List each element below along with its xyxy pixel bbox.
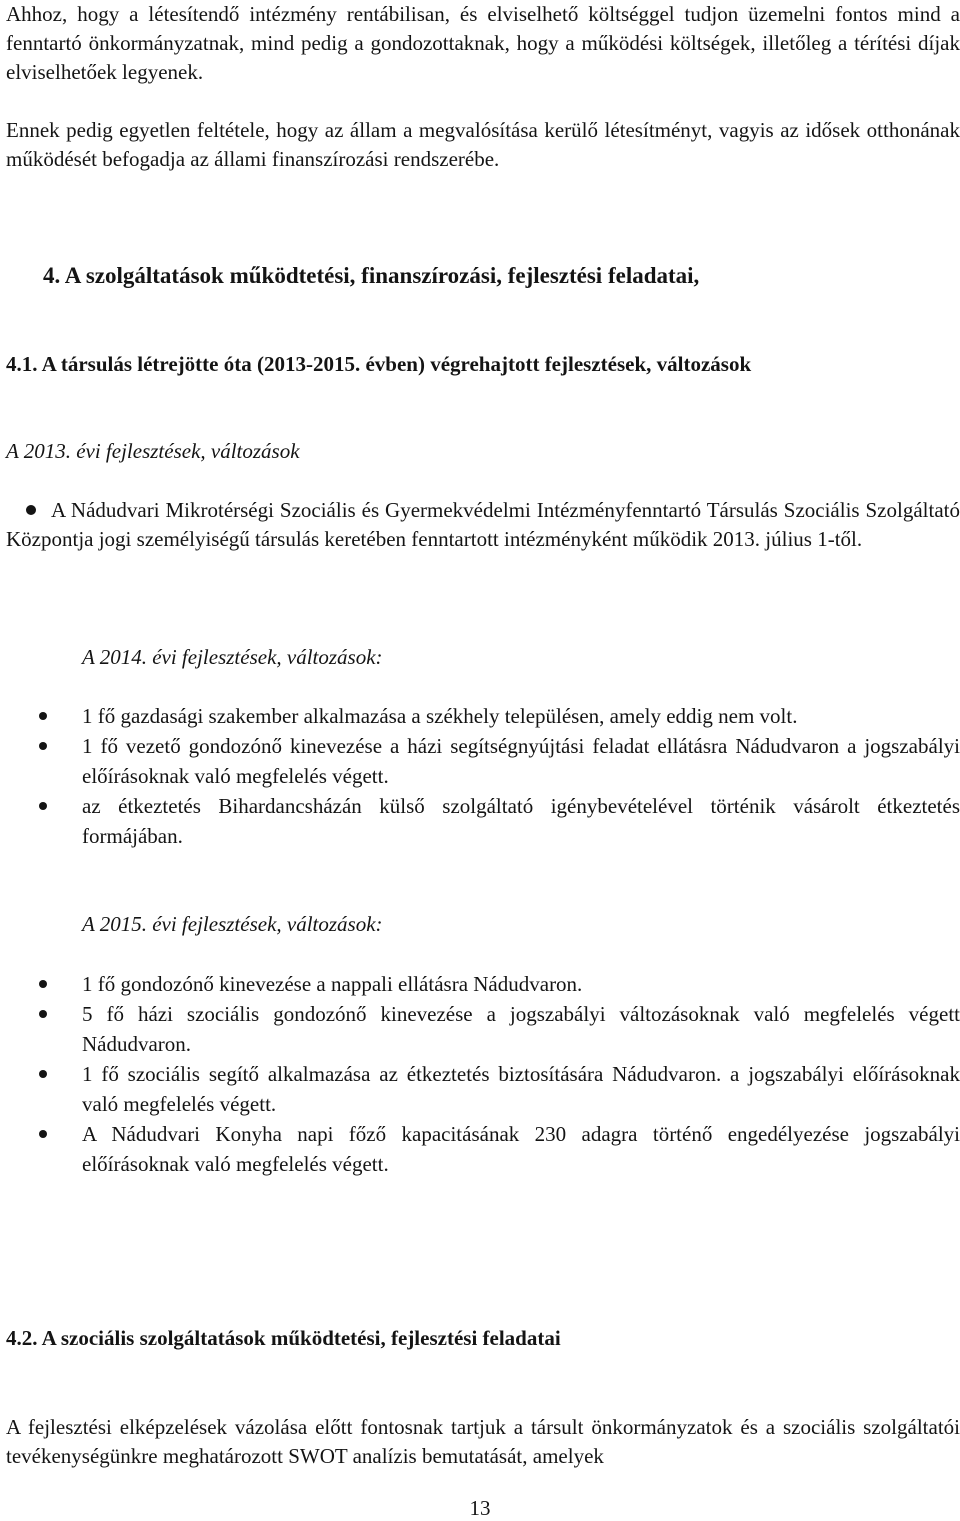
section-4-1-heading: 4.1. A társulás létrejötte óta (2013-2015. évben) végrehajtott fejlesztések, változások: [6, 352, 752, 376]
list-item: 1 fő gazdasági szakember alkalmazása a székhely településen, amely eddig nem volt.: [0, 701, 960, 731]
bullet-icon: [39, 980, 47, 988]
intro-paragraph-2: Ennek pedig egyetlen feltétele, hogy az állam a megvalósítása kerülő létesítményt, vagyis az idősek otthonának működését befogadja az állami finanszírozási rendszerébe.: [6, 118, 960, 171]
year-2015-heading: A 2015. évi fejlesztések, változások:: [82, 912, 383, 936]
bullet-icon: [39, 802, 47, 810]
bullet-icon: [26, 505, 36, 515]
year-2013-item-text: A Nádudvari Mikrotérségi Szociális és Gyermekvédelmi Intézményfenntartó Társulás Szociális Szolgáltató Központja jogi személyiségű társulás keretében fenntartott intézményként működik 2013. július 1-től.: [6, 498, 960, 551]
bullet-icon: [39, 1070, 47, 1078]
list-item: 1 fő szociális segítő alkalmazása az étkeztetés biztosítására Nádudvaron. a jogszabályi előírásoknak való megfelelés végett.: [0, 1059, 960, 1119]
year-2015-list: [0, 969, 960, 1179]
bullet-icon: [39, 742, 47, 750]
bullet-icon: [39, 1010, 47, 1018]
year-2013-item: [6, 496, 960, 554]
list-item: A Nádudvari Konyha napi főző kapacitásának 230 adagra történő engedélyezése jogszabályi előírásoknak való megfelelés végett.: [0, 1119, 960, 1179]
year-2014-heading: A 2014. évi fejlesztések, változások:: [82, 645, 383, 669]
section-4-2-paragraph: A fejlesztési elképzelések vázolása előtt fontosnak tartjuk a társult önkormányzatok és a szociális szolgáltatói tevékenységünkre meghatározott SWOT analízis bemutatását, amelyek: [6, 1415, 960, 1468]
year-2014-list: [0, 701, 960, 851]
bullet-icon: [39, 1130, 47, 1138]
section-4-heading: 4. A szolgáltatások működtetési, finanszírozási, fejlesztési feladatai,: [43, 263, 700, 288]
list-item: 1 fő gondozónő kinevezése a nappali ellátásra Nádudvaron.: [0, 969, 960, 999]
intro-paragraph-1: Ahhoz, hogy a létesítendő intézmény rentábilisan, és elviselhető költséggel tudjon üzemelni fontos mind a fenntartó önkormányzatnak, mind pedig a gondozottaknak, hogy a működési költségek, illetőleg a térítési díjak elviselhetőek legyenek.: [6, 2, 960, 84]
section-4-2-heading: 4.2. A szociális szolgáltatások működtetési, fejlesztési feladatai: [6, 1326, 561, 1350]
bullet-icon: [39, 712, 47, 720]
list-item: 1 fő vezető gondozónő kinevezése a házi segítségnyújtási feladat ellátásra Nádudvaron a jogszabályi előírásoknak való megfelelés végett.: [0, 731, 960, 791]
page-number: 13: [469, 1496, 491, 1520]
list-item: az étkeztetés Bihardancsházán külső szolgáltató igénybevételével történik vásárolt étkeztetés formájában.: [0, 791, 960, 851]
list-item: 5 fő házi szociális gondozónő kinevezése a jogszabályi változásoknak való megfelelés végett Nádudvaron.: [0, 999, 960, 1059]
year-2013-heading: A 2013. évi fejlesztések, változások: [6, 439, 300, 463]
